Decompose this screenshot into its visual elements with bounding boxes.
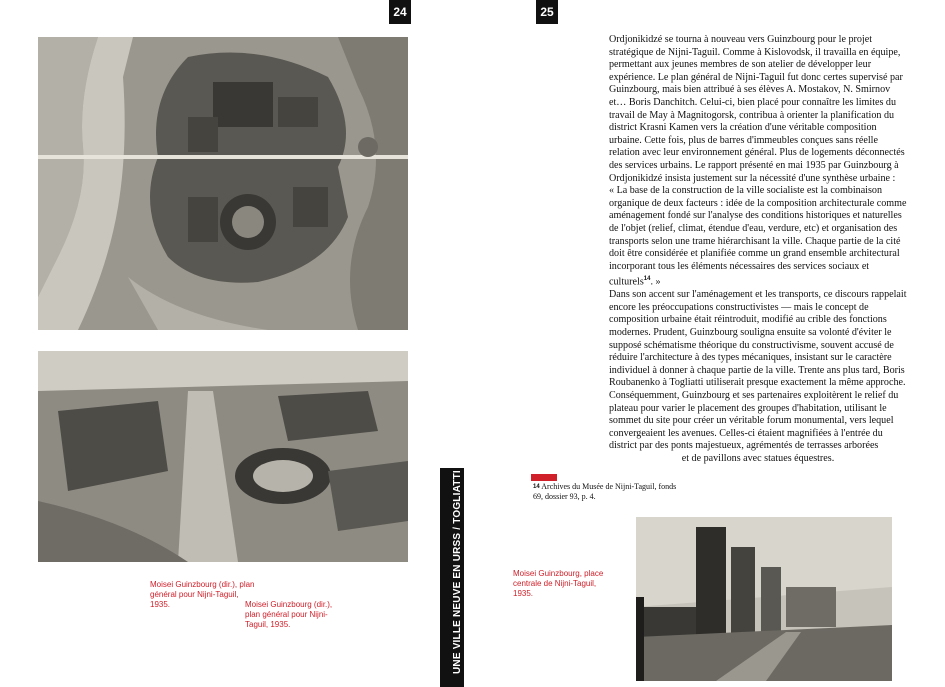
caption-plan: Moisei Guinzbourg (dir.), plan général pour Nijni-Taguil, 1935. (150, 580, 255, 609)
plan-photo (38, 37, 408, 330)
spine-title: UNE VILLE NEUVE EN URSS / TOGLIATTI ТОЛЬЯТТИ (452, 411, 463, 674)
quote-paragraph: « La base de la construction de la ville socialiste est la combinaison organique de deux facteurs : idée de la composition architecturale comme aménagement fondé sur l'analyse des conditions historiques et naturelles de l'objet (relief, climat, étendue d'eau, verdure, etc) et organisation des transports selon une trame hiérarchisant la ville. Chaque partie de la cité doit être considérée et planifiée comme un grand ensemble architectural incorporant tous les éléments nécessaires des services sociaux et culturels$^{14}$. » (609, 185, 907, 288)
paragraph-1: Ordjonikidzé se tourna à nouveau vers Guinzbourg pour le projet stratégique de Nijni-Taguil. Comme à Kislovodsk, il travailla en équipe, permettant aux jeunes membres de son atelier de développer leur expérience. Le plan général de Nijni-Taguil fut donc certes supervisé par Guinzbourg, mais bien attribué à ses élèves A. Mostakov, N. Smirnov et… Boris Danchitch. Celui-ci, bien placé pour connaître les limites du travail de May à Magnitogorsk, contribua à orienter la planification du district Krasni Kamen vers la création d'une véritable composition urbaine. Cette fois, plus de barres d'immeubles conçues sans réelle relation avec leur environnement général. Plus de logements déconnectés des services urbains. Le rapport présenté en mai 1935 par Guinzbourg à Ordjonikidzé insista justement sur la nécessité d'une synthèse urbaine : (609, 34, 905, 184)
page-number-left: 24 (389, 0, 411, 24)
footnote-ref[interactable]: 14 (643, 276, 651, 283)
spine-title-bar (440, 411, 464, 687)
paragraph-3: Conséquemment, Guinzbourg et ses partenaires exploitèrent le relief du plateau pour varier le placement des groupes d'habitation, utilisant le sommet du site pour créer un véritable forum monumental, vers lequel convergeaient les avenues. Celles-ci étaient magnifiées à l'entrée du district par des ponts majestueux, agrémentés de terrasses arborées (609, 389, 899, 452)
footnote-number: 14 (533, 484, 540, 490)
paragraph-3-last-line: et de pavillons avec statues équestres. (681, 452, 835, 464)
footnote-text: Archives du Musée de Nijni-Taguil, fonds 69, dossier 93, p. 4. (533, 482, 677, 501)
central-square-photo (636, 517, 892, 681)
footnote-marker-bar (531, 474, 557, 481)
aerial-perspective-photo (38, 351, 408, 562)
footnote (533, 482, 683, 502)
page-number-right: 25 (536, 0, 558, 24)
caption-place: Moisei Guinzbourg, place centrale de Nijni-Taguil, 1935. (513, 569, 604, 598)
caption-aerial: Moisei Guinzbourg (dir.), plan général pour Nijni-Taguil, 1935. (245, 600, 333, 629)
paragraph-2: Dans son accent sur l'aménagement et les transports, ce discours rappelait encore les préoccupations constructivistes — mais le concept de composition urbaine était réintroduit, modifié au crible des fonctions modernes. Prudent, Guinzbourg souligna ensuite sa volonté d'éviter le supposé schématisme théorique du constructivisme, souvent accusé de réduire l'architecture à des types mécaniques, insistant sur le caractère individuel à donner à chaque partie de la ville. Trente ans plus tard, Boris Roubanenko à Togliatti utiliserait presque exactement la même approche. (609, 289, 907, 389)
main-text (609, 34, 907, 466)
